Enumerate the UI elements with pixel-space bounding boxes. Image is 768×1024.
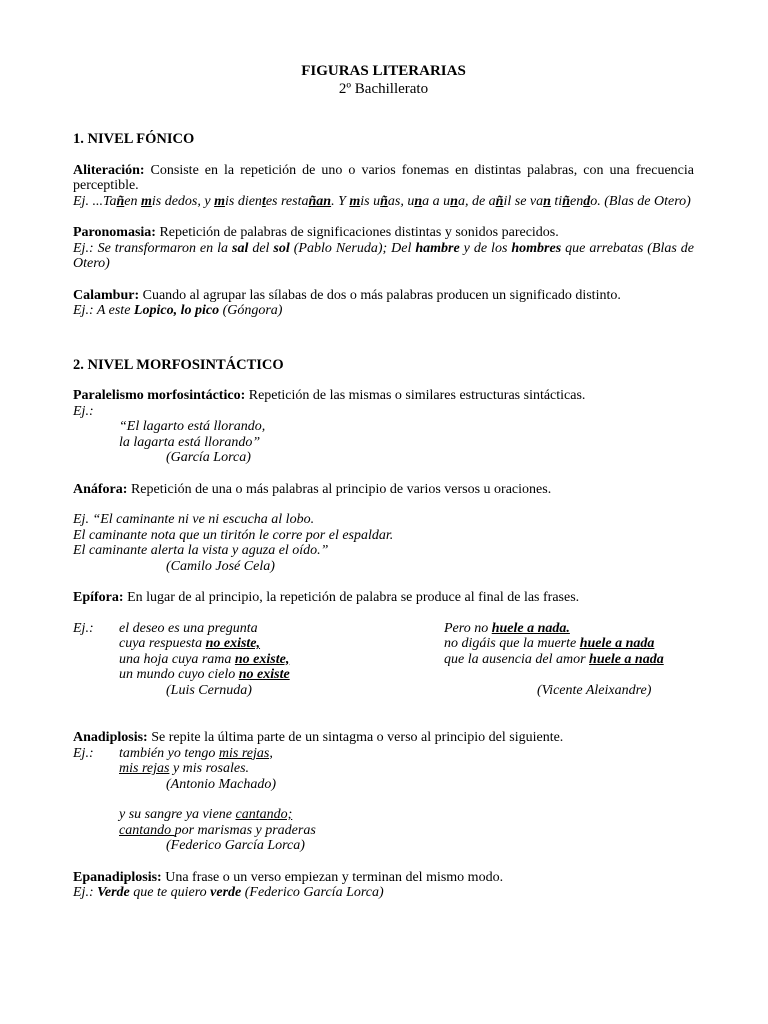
calambur-example: Ej.: A este Lopico, lo pico (Góngora)	[73, 303, 283, 318]
anadiplosis-a-author: (Antonio Machado)	[166, 776, 277, 792]
epifora-aleixandre: Pero no huele a nada. no digáis que la muerte huele a nada que la ausencia del amor huele a nada (Vicente Aleixandre)	[444, 621, 694, 699]
aliteracion-definition: Aliteración: Consiste en la repetición de uno o varios fonemas en distintas palabras, con una frecuencia perceptible.	[73, 162, 694, 193]
term-paralelismo: Paralelismo morfosintáctico:	[73, 388, 246, 403]
paralelismo-verse-1: “El lagarto está llorando,	[119, 419, 266, 434]
anafora-author: (Camilo José Cela)	[166, 558, 275, 574]
aliteracion-example: Ej. ...Tañen mis dedos, y mis dientes restañan. Y mis uñas, una a una, de añil se van tiñendo. (Blas de Otero)	[73, 193, 691, 209]
epanadiplosis-example: Ej.: Verde que te quiero verde (Federico García Lorca)	[73, 885, 384, 900]
paronomasia-definition: Paronomasia: Repetición de palabras de significaciones distintas y sonidos parecidos.	[73, 225, 559, 240]
paralelismo-verse-2: la lagarta está llorando”	[119, 434, 261, 450]
term-epifora: Epífora:	[73, 590, 124, 605]
term-epanadiplosis: Epanadiplosis:	[73, 869, 162, 885]
anafora-definition: Anáfora: Repetición de una o más palabras al principio de varios versos u oraciones.	[73, 481, 552, 497]
paralelismo-author: (García Lorca)	[166, 450, 251, 465]
anadiplosis-b-line-1: y su sangre ya viene cantando;	[119, 807, 293, 822]
anadiplosis-b-line-2: cantando por marismas y praderas	[119, 822, 316, 838]
term-paronomasia: Paronomasia:	[73, 225, 156, 240]
calambur-definition: Calambur: Cuando al agrupar las sílabas de dos o más palabras producen un significado distinto.	[73, 287, 621, 303]
anafora-line-3: El caminante alerta la vista y aguza el oído.”	[73, 543, 329, 558]
epifora-cernuda: Ej.: el deseo es una pregunta cuya respuesta no existe, una hoja cuya rama no existe, un mundo cuyo cielo no existe (Luis Cernuda)	[73, 621, 444, 699]
epifora-definition: Epífora: En lugar de al principio, la repetición de palabra se produce al final de las frases.	[73, 590, 580, 605]
paronomasia-example: Ej.: Se transformaron en la sal del sol (Pablo Neruda); Del hambre y de los hombres que arrebatas (Blas de Otero)	[73, 240, 695, 271]
term-anafora: Anáfora:	[73, 481, 128, 497]
paralelismo-definition: Paralelismo morfosintáctico: Repetición de las mismas o similares estructuras sintácticas.	[73, 388, 586, 403]
document-title: FIGURAS LITERARIAS	[301, 63, 466, 79]
term-anadiplosis: Anadiplosis:	[73, 730, 148, 745]
paralelismo-ej-label: Ej.:	[73, 403, 94, 419]
anadiplosis-a-line-1: Ej.: también yo tengo mis rejas,	[73, 745, 273, 761]
epifora-author-left: (Luis Cernuda)	[166, 682, 252, 698]
anadiplosis-definition: Anadiplosis: Se repite la última parte de un sintagma o verso al principio del siguiente.	[73, 730, 564, 745]
section-heading-morfosintactico: 2. NIVEL MORFOSINTÁCTICO	[73, 356, 284, 373]
anadiplosis-b-author: (Federico García Lorca)	[166, 838, 305, 853]
document-page	[73, 62, 694, 901]
document-subtitle: 2º Bachillerato	[338, 81, 429, 97]
epifora-author-right: (Vicente Aleixandre)	[537, 682, 652, 698]
anafora-line-2: El caminante nota que un tiritón le corre por el espaldar.	[73, 527, 394, 543]
anadiplosis-a-line-2: mis rejas y mis rosales.	[119, 761, 250, 776]
epifora-examples	[73, 621, 694, 699]
epanadiplosis-definition: Epanadiplosis: Una frase o un verso empiezan y terminan del mismo modo.	[73, 869, 504, 885]
term-aliteracion: Aliteración:	[73, 162, 145, 178]
anafora-line-1: Ej. “El caminante ni ve ni escucha al lobo.	[73, 512, 315, 527]
section-heading-fonico: 1. NIVEL FÓNICO	[73, 131, 195, 147]
term-calambur: Calambur:	[73, 287, 140, 303]
